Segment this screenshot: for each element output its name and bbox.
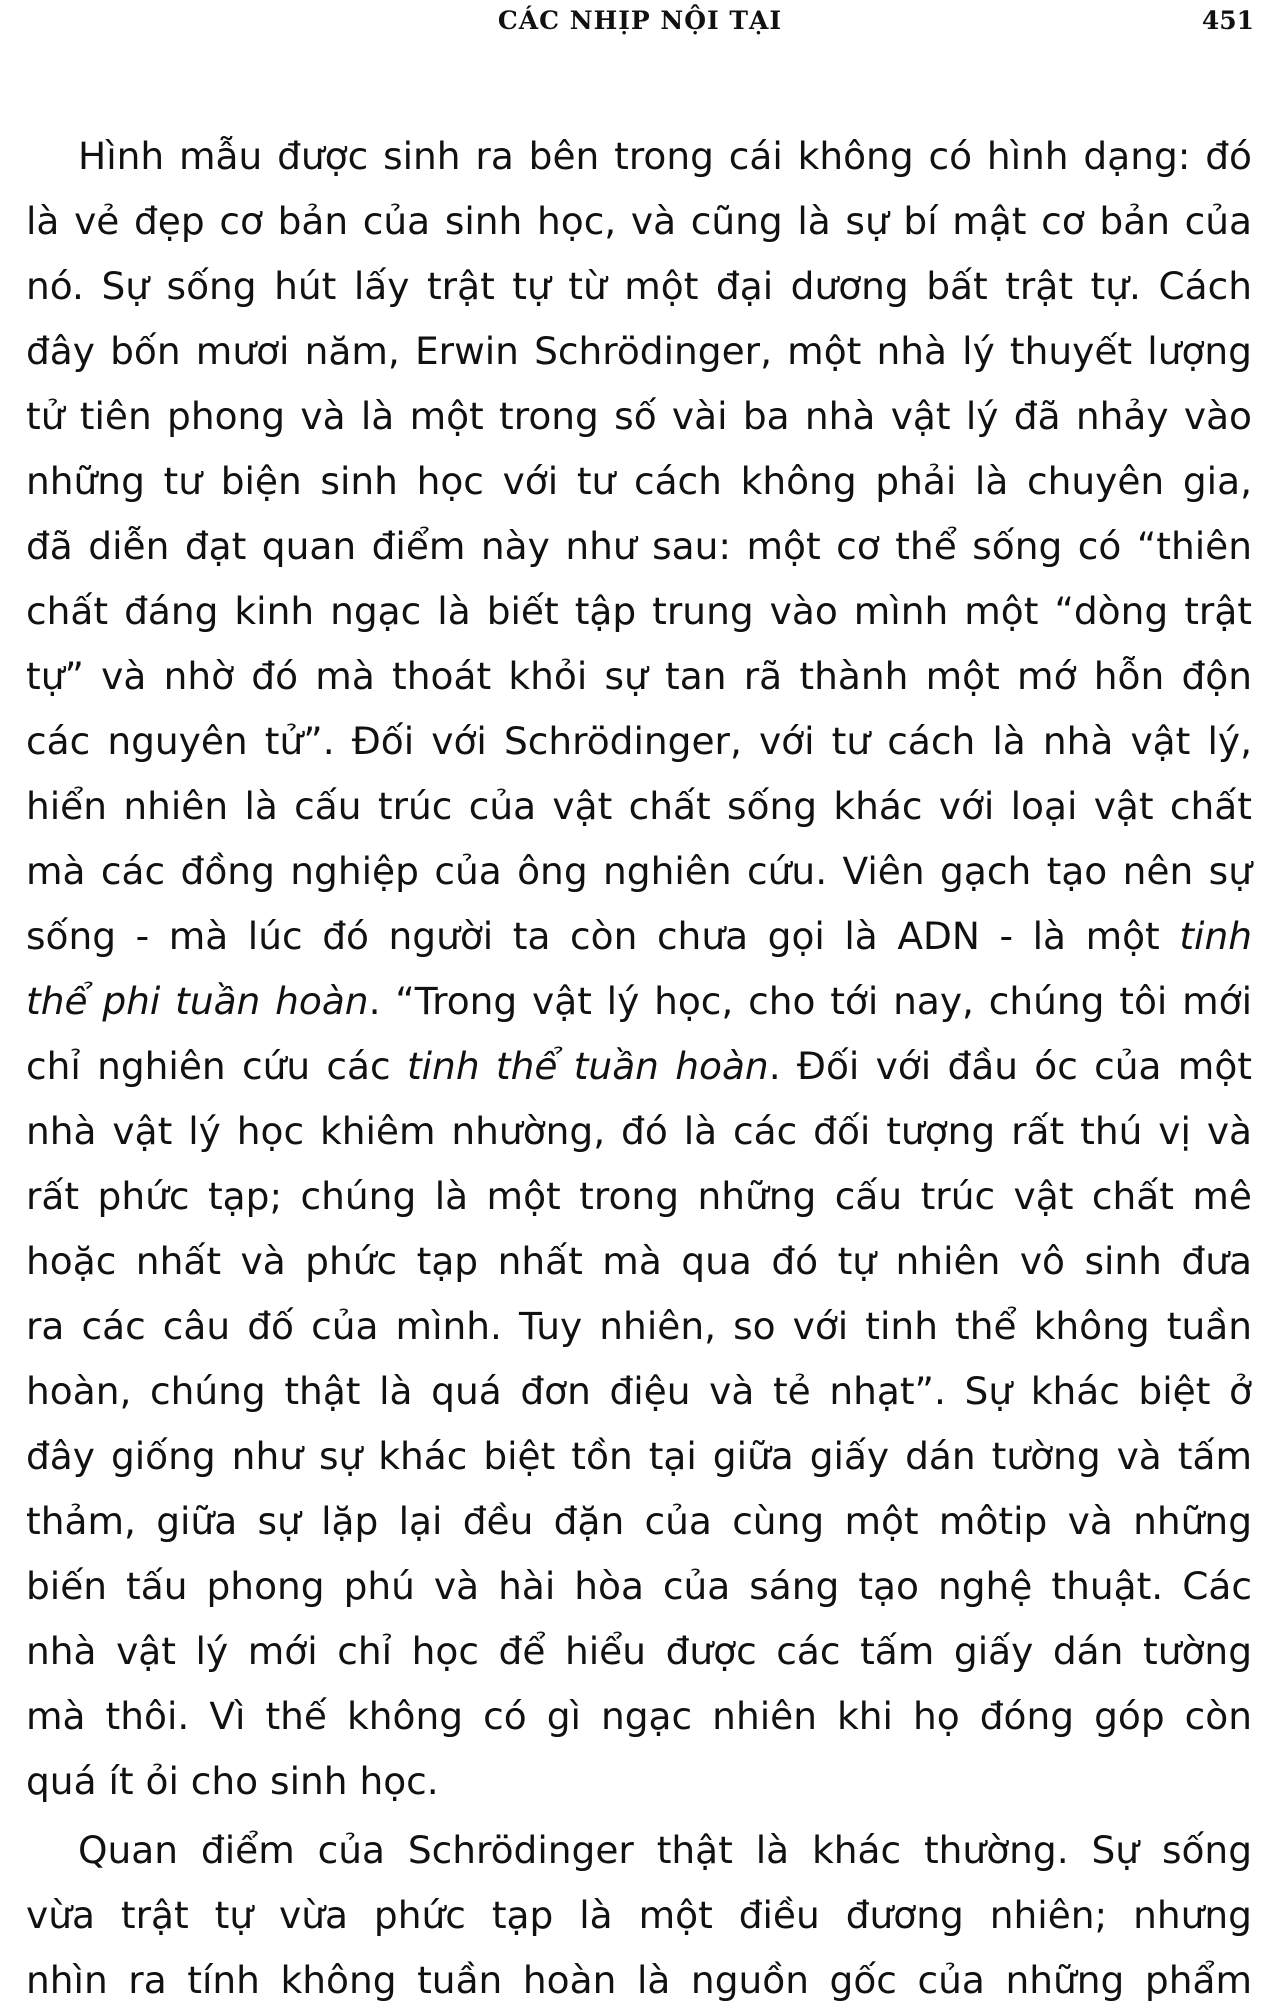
text-line: nó. Sự sống hút lấy trật tự từ một đại dương bất trật tự. Cách [26,264,1252,308]
italic-run: thể phi tuần hoàn [26,979,369,1023]
text-line: Quan điểm của Schrödinger thật là khác thường. Sự sống [78,1828,1252,1872]
text-line: các nguyên tử”. Đối với Schrödinger, với tư cách là nhà vật lý, [26,719,1252,763]
text-run: . “Trong vật lý học, cho tới nay, chúng tôi mới [368,979,1252,1023]
text-line: hiển nhiên là cấu trúc của vật chất sống khác với loại vật chất [26,784,1252,828]
text-line: tự” và nhờ đó mà thoát khỏi sự tan rã thành một mớ hỗn độn [26,654,1252,698]
text-line: thảm, giữa sự lặp lại đều đặn của cùng một môtip và những [26,1499,1252,1543]
text-line [26,1034,1252,1099]
text-line: mà các đồng nghiệp của ông nghiên cứu. Viên gạch tạo nên sự [26,849,1252,893]
page-number: 451 [1201,6,1254,35]
text-run: . Đối với đầu óc của một [768,1044,1252,1088]
text-line: ra các câu đố của mình. Tuy nhiên, so với tinh thể không tuần [26,1304,1252,1348]
text-line: chất đáng kinh ngạc là biết tập trung vào mình một “dòng trật [26,589,1252,633]
text-line [26,904,1252,969]
text-line: hoàn, chúng thật là quá đơn điệu và tẻ nhạt”. Sự khác biệt ở [26,1369,1252,1413]
text-line: tử tiên phong và là một trong số vài ba nhà vật lý đã nhảy vào [26,394,1252,438]
text-line: nhìn ra tính không tuần hoàn là nguồn gốc của những phẩm [26,1958,1252,2002]
text-line: hoặc nhất và phức tạp nhất mà qua đó tự nhiên vô sinh đưa [26,1239,1252,1283]
text-line [26,969,1252,1034]
chapter-running-title: CÁC NHỊP NỘI TẠI [497,6,783,35]
text-line: nhà vật lý học khiêm nhường, đó là các đối tượng rất thú vị và [26,1109,1252,1153]
text-line: nhà vật lý mới chỉ học để hiểu được các tấm giấy dán tường [26,1629,1252,1673]
text-line: những tư biện sinh học với tư cách không phải là chuyên gia, [26,459,1252,503]
text-line: là vẻ đẹp cơ bản của sinh học, và cũng là sự bí mật cơ bản của [26,199,1252,243]
text-line: biến tấu phong phú và hài hòa của sáng tạo nghệ thuật. Các [26,1564,1252,1608]
text-line: vừa trật tự vừa phức tạp là một điều đương nhiên; nhưng [26,1893,1252,1937]
body-text [26,124,1252,2013]
text-line: quá ít ỏi cho sinh học. [26,1759,439,1803]
text-line: mà thôi. Vì thế không có gì ngạc nhiên khi họ đóng góp còn [26,1694,1252,1738]
text-line: đây bốn mươi năm, Erwin Schrödinger, một nhà lý thuyết lượng [26,329,1252,373]
italic-run: tinh thể tuần hoàn [406,1044,769,1088]
text-run: sống - mà lúc đó người ta còn chưa gọi là ADN - là một [26,914,1180,958]
text-line: đã diễn đạt quan điểm này như sau: một cơ thể sống có “thiên [26,524,1252,568]
running-head [26,6,1254,50]
text-line: rất phức tạp; chúng là một trong những cấu trúc vật chất mê [26,1174,1252,1218]
text-line: đây giống như sự khác biệt tồn tại giữa giấy dán tường và tấm [26,1434,1252,1478]
text-line: Hình mẫu được sinh ra bên trong cái không có hình dạng: đó [78,134,1252,178]
italic-run: tinh [1179,914,1252,958]
text-run: chỉ nghiên cứu các [26,1044,407,1088]
